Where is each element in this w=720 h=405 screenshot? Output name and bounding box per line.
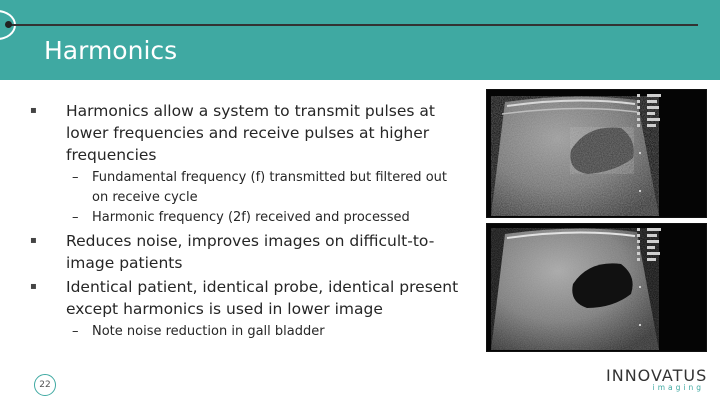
sub-bullet-text: Harmonic frequency (2f) received and processed	[92, 210, 410, 225]
sub-bullet-text: Fundamental frequency (f) transmitted but filtered out on receive cycle	[92, 170, 447, 205]
sub-bullet-item	[72, 208, 452, 228]
sub-bullet-marker: –	[72, 170, 79, 185]
logo-wordmark: INNOVATUS	[606, 366, 708, 385]
header-dot	[5, 21, 12, 28]
header-divider	[8, 24, 698, 26]
bullet-item	[26, 276, 466, 320]
sub-bullet-item	[72, 168, 452, 208]
sub-bullet-marker: –	[72, 324, 79, 339]
bullet-text: Identical patient, identical probe, identical present except harmonics is used in lower image	[66, 278, 459, 318]
bullet-item	[26, 100, 466, 166]
sub-bullet-item	[72, 322, 452, 342]
bullet-marker: ▪	[30, 235, 37, 246]
bullet-item	[26, 230, 466, 274]
slide-title: Harmonics	[44, 36, 178, 65]
sub-bullet-text: Note noise reduction in gall bladder	[92, 324, 325, 339]
bullet-text: Harmonics allow a system to transmit pulses at lower frequencies and receive pulses at higher frequencies	[66, 102, 435, 164]
bullet-text: Reduces noise, improves images on difficult-to-image patients	[66, 232, 435, 272]
ultrasound-image-harmonic	[486, 223, 707, 352]
sub-bullet-marker: –	[72, 210, 79, 225]
title-banner	[0, 0, 720, 80]
page-number: 22	[34, 374, 56, 396]
logo-subtitle: imaging	[652, 383, 704, 392]
bullet-marker: ▪	[30, 281, 37, 292]
bullet-marker: ▪	[30, 105, 37, 116]
company-logo	[606, 366, 706, 394]
ultrasound-image-fundamental	[486, 89, 707, 218]
